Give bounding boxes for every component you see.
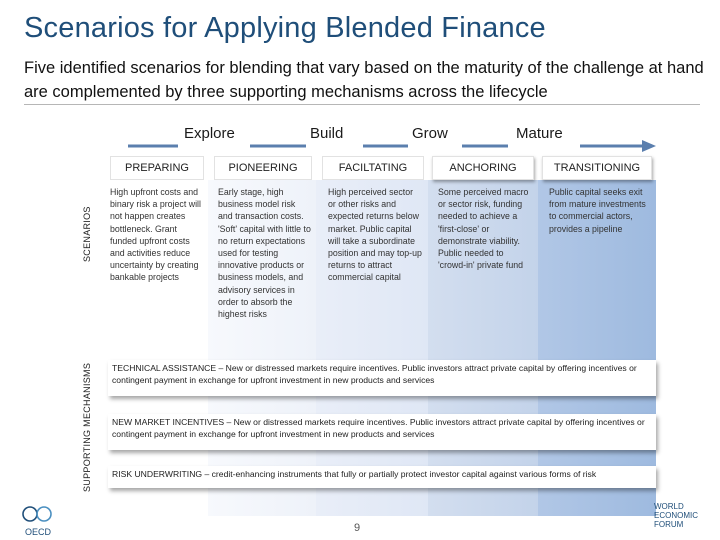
- side-label-scenarios: SCENARIOS: [82, 206, 92, 262]
- scenario-header-preparing: PREPARING: [110, 156, 204, 180]
- wef-logo-line1: WORLD: [654, 502, 684, 511]
- scenario-text-pioneering: Early stage, high business model risk and transaction costs. 'Soft' capital with little to no return expectations used for testing innovative products or business models, and advisory services in order to absorb the highest risks: [218, 187, 311, 320]
- slide-subtitle: Five identified scenarios for blending that vary based on the maturity of the challenge at hand are complemented by three supporting mechanisms across the lifecycle: [24, 59, 704, 101]
- scenario-header-facilitating: FACILTATING: [322, 156, 424, 180]
- page-number: 9: [354, 522, 361, 534]
- scenario-text-anchoring: Some perceived macro or sector risk, funding needed to achieve a 'first-close' or demonstrate viability. Public needed to 'crowd-in' private fund: [438, 187, 529, 271]
- stage-mature: Mature: [516, 125, 563, 142]
- wef-logo-line2: ECONOMIC: [654, 511, 698, 520]
- stage-grow: Grow: [412, 125, 448, 142]
- scenario-text-transitioning: Public capital seeks exit from mature investments to commercial actors, provides a pipeline: [549, 187, 646, 234]
- scenario-text-facilitating: High perceived sector or other risks and expected returns below market. Public capital will take a subordinate position and may top-up returns to attract commercial capital: [328, 187, 422, 283]
- oecd-logo: [18, 504, 58, 538]
- scenario-text-preparing: High upfront costs and binary risk a project will not happen creates bottleneck. Grant funded upfront costs and activities reduce uncertainty by creating bankable projects: [110, 187, 201, 283]
- stage-explore: Explore: [184, 125, 235, 142]
- mechanism-new-market-incentives: NEW MARKET INCENTIVES – New or distressed markets require incentives. Public investors attract private capital by offering incentives or contingent payment in exchange for upfront investment in new products and services: [108, 414, 656, 450]
- scenario-header-pioneering: PIONEERING: [214, 156, 312, 180]
- slide-title: Scenarios for Applying Blended Finance: [24, 12, 546, 44]
- wef-logo: [654, 502, 714, 538]
- stage-build: Build: [310, 125, 344, 142]
- scenario-header-transitioning: TRANSITIONING: [542, 156, 652, 180]
- oecd-logo-text: OECD: [24, 527, 52, 537]
- wef-logo-line3: FORUM: [654, 520, 684, 529]
- mechanism-technical-assistance: TECHNICAL ASSISTANCE – New or distressed markets require incentives. Public investors attract private capital by offering incentives or contingent payment in exchange for upfront investment in new products and services: [108, 360, 656, 396]
- side-label-mechanisms: SUPPORTING MECHANISMS: [82, 362, 92, 492]
- subtitle-divider: [24, 104, 700, 105]
- scenario-header-anchoring: ANCHORING: [432, 156, 534, 180]
- mechanism-risk-underwriting: RISK UNDERWRITING – credit-enhancing instruments that fully or partially protect investor capital against various forms of risk: [108, 466, 656, 488]
